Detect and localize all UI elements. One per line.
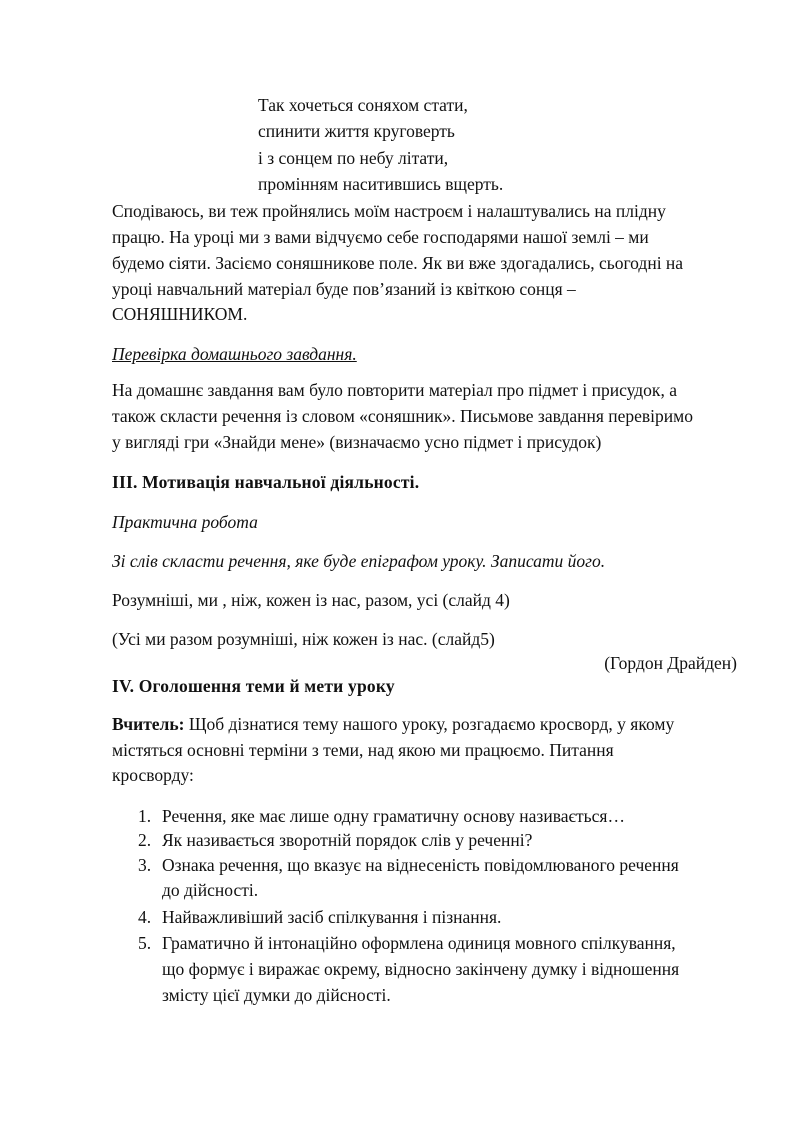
- teacher-text: Щоб дізнатися тему нашого уроку, розгадаємо кросворд, у якому: [184, 714, 675, 734]
- homework-heading: Перевірка домашнього завдання.: [112, 344, 357, 364]
- teacher-label: Вчитель:: [112, 714, 185, 734]
- list-item: Граматично й інтонаційно оформлена одиниця мовного спілкування,: [162, 933, 676, 953]
- teacher-line: кросворду:: [112, 765, 194, 785]
- quote-author: (Гордон Драйден): [604, 653, 737, 673]
- homework-line: також скласти речення із словом «соняшник». Письмове завдання перевіримо: [112, 406, 693, 426]
- list-item-continued: до дійсності.: [162, 880, 259, 900]
- list-number: 4.: [138, 907, 152, 927]
- list-number: 2.: [138, 830, 152, 850]
- poem-line: і з сонцем по небу літати,: [258, 148, 449, 168]
- list-number: 1.: [138, 806, 152, 826]
- words-text: Розумніші, ми , ніж, кожен із нас, разом, усі (слайд 4): [112, 590, 510, 610]
- intro-line: уроці навчальний матеріал буде пов’язаний із квіткою сонця –: [112, 279, 576, 299]
- list-item: Найважливіший засіб спілкування і пізнання.: [162, 907, 502, 927]
- intro-line: Сподіваюсь, ви теж пройнялись моїм настроєм і налаштувались на плідну: [112, 201, 666, 221]
- intro-line: працю. На уроці ми з вами відчуємо себе господарями нашої землі – ми: [112, 227, 649, 247]
- list-item: Речення, яке має лише одну граматичну основу називається…: [162, 806, 625, 826]
- poem-line: Так хочеться соняхом стати,: [258, 95, 468, 115]
- teacher-line: містяться основні терміни з теми, над якою ми працюємо. Питання: [112, 740, 614, 760]
- list-item: Як називається зворотній порядок слів у реченні?: [162, 830, 533, 850]
- intro-line: СОНЯШНИКОМ.: [112, 304, 248, 324]
- answer-text: (Усі ми разом розумніші, ніж кожен із нас. (слайд5): [112, 629, 495, 649]
- practical-label: Практична робота: [112, 512, 258, 532]
- homework-line: На домашнє завдання вам було повторити матеріал про підмет і присудок, а: [112, 380, 677, 400]
- list-item-continued: змісту цієї думки до дійсності.: [162, 985, 391, 1005]
- task-text: Зі слів скласти речення, яке буде епіграфом уроку. Записати його.: [112, 551, 606, 571]
- intro-line: будемо сіяти. Засіємо соняшникове поле. Як ви вже здогадались, сьогодні на: [112, 253, 684, 273]
- poem-line: спинити життя круговерть: [258, 121, 455, 141]
- list-number: 5.: [138, 933, 152, 953]
- list-number: 3.: [138, 855, 152, 875]
- list-item: Ознака речення, що вказує на віднесеність повідомлюваного речення: [162, 855, 679, 875]
- section-heading: IV. Оголошення теми й мети уроку: [112, 676, 395, 696]
- teacher-line: [112, 711, 674, 737]
- list-item-continued: що формує і виражає окрему, відносно закінчену думку і відношення: [162, 959, 680, 979]
- poem-line: промінням наситившись вщерть.: [258, 174, 504, 194]
- section-heading: ІІІ. Мотивація навчальної діяльності.: [112, 472, 420, 492]
- homework-line: у вигляді гри «Знайди мене» (визначаємо усно підмет і присудок): [112, 432, 602, 452]
